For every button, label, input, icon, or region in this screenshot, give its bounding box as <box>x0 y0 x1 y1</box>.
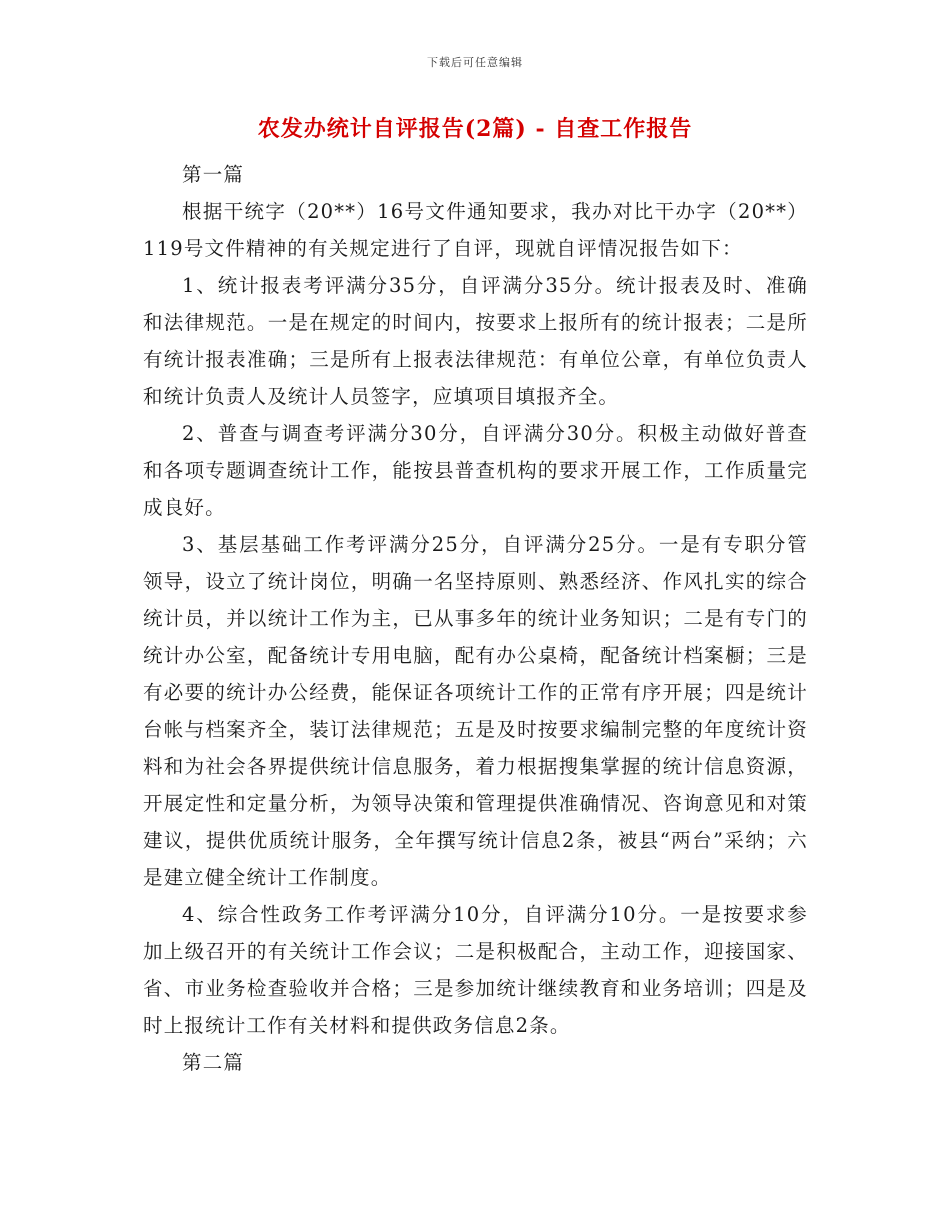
paragraph-intro: 根据干统字（20**）16号文件通知要求，我办对比干办字（20**）119号文件精神的有关规定进行了自评，现就自评情况报告如下： <box>143 200 808 260</box>
paragraph-item-2: 2、普查与调查考评满分30分，自评满分30分。积极主动做好普查和各项专题调查统计工作，能按县普查机构的要求开展工作，工作质量完成良好。 <box>143 422 808 519</box>
paragraph-item-3: 3、基层基础工作考评满分25分，自评满分25分。一是有专职分管领导，设立了统计岗位，明确一名坚持原则、熟悉经济、作风扎实的综合统计员，并以统计工作为主，已从事多年的统计业务知识；二是有专门的统计办公室，配备统计专用电脑，配有办公桌椅，配备统计档案橱；三是有必要的统计办公经费，能保证各项统计工作的正常有序开展；四是统计台帐与档案齐全，装订法律规范；五是及时按要求编制完整的年度统计资料和为社会各界提供统计信息服务，着力根据搜集掌握的统计信息资源，开展定性和定量分析，为领导决策和管理提供准确情况、咨询意见和对策建议，提供优质统计服务，全年撰写统计信息2条，被县“两台”采纳；六是建立健全统计工作制度。 <box>143 533 808 889</box>
section-heading-2: 第二篇 <box>182 1051 245 1074</box>
paragraph-item-1: 1、统计报表考评满分35分，自评满分35分。统计报表及时、准确和法律规范。一是在规定的时间内，按要求上报所有的统计报表；二是所有统计报表准确；三是所有上报表法律规范：有单位公章，有单位负责人和统计负责人及统计人员签字，应填项目填报齐全。 <box>143 274 808 408</box>
document-body <box>143 156 808 1081</box>
page-header-note: 下载后可任意编辑 <box>427 56 523 69</box>
section-heading-1: 第一篇 <box>182 163 245 186</box>
paragraph-item-4: 4、综合性政务工作考评满分10分，自评满分10分。一是按要求参加上级召开的有关统计工作会议；二是积极配合，主动工作，迎接国家、省、市业务检查验收并合格；三是参加统计继续教育和业务培训；四是及时上报统计工作有关材料和提供政务信息2条。 <box>143 903 808 1037</box>
document-title: 农发办统计自评报告(2篇) - 自查工作报告 <box>257 116 693 142</box>
